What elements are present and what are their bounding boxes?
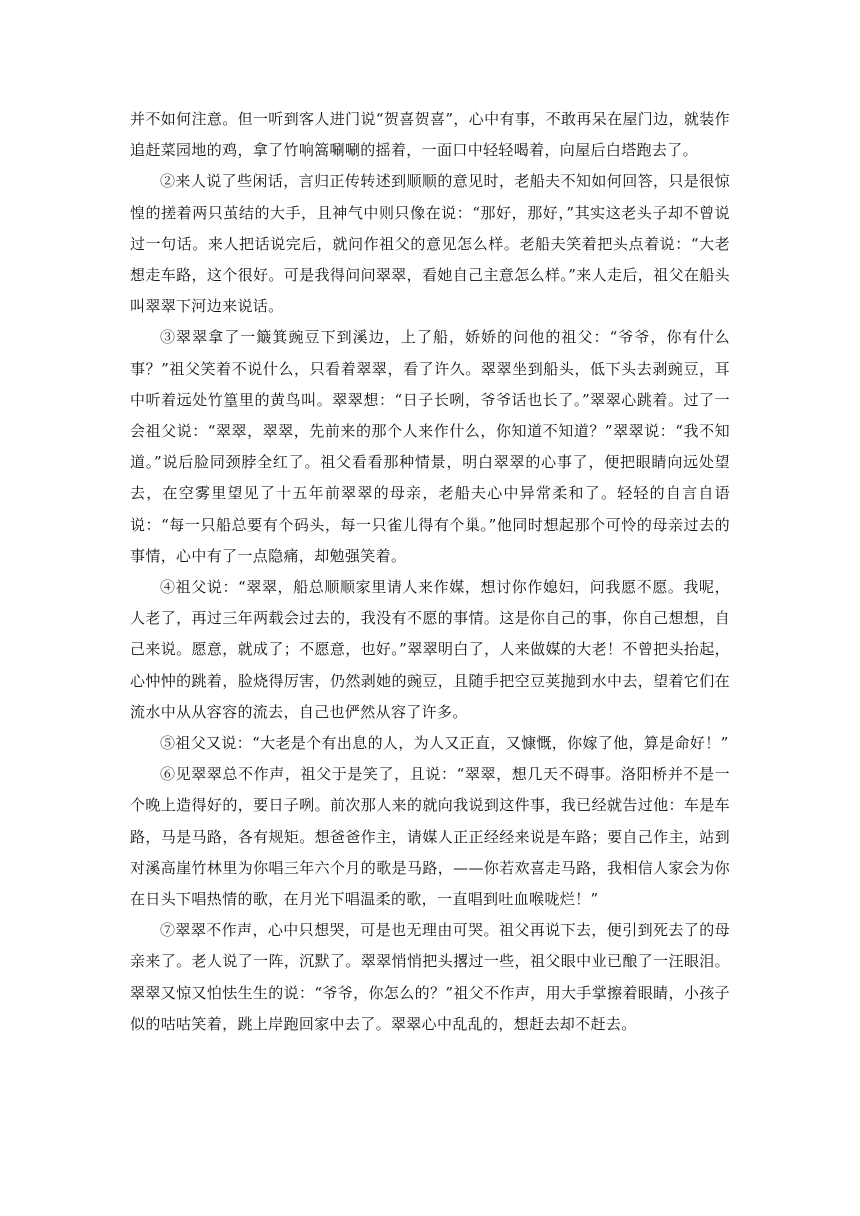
paragraph-6: ⑥见翠翠总不作声，祖父于是笑了，且说：“翠翠，想几天不碍事。洛阳桥并不是一个晚上造得好的，要日子咧。前次那人来的就向我说到这件事，我已经就告过他：车是车路，马是马路，各有规矩。想爸爸作主，请媒人正正经经来说是车路；要自己作主，站到对溪高崖竹林里为你唱三年六个月的歌是马路，——你若欢喜走马路，我相信人家会为你在日头下唱热情的歌，在月光下唱温柔的歌，一直唱到吐血喉咙烂！” <box>130 765 730 909</box>
paragraph-5: ⑤祖父又说：“大老是个有出息的人，为人又正直，又慷慨，你嫁了他，算是命好！” <box>160 734 729 753</box>
paragraph-2: ②来人说了些闲话，言归正传转述到顺顺的意见时，老船夫不知如何回答，只是很惊惶的搓着两只茧结的大手，且神气中则只像在说：“那好，那好，”其实这老头子却不曾说过一句话。来人把话说完后，就问作祖父的意见怎么样。老船夫笑着把头点着说：“大老想走车路，这个很好。可是我得问问翠翠，看她自己主意怎么样。”来人走后，祖父在船头叫翠翠下河边来说话。 <box>130 172 730 316</box>
paragraph-continuation: 并不如何注意。但一听到客人进门说“贺喜贺喜”，心中有事，不敢再呆在屋门边，就装作追赶菜园地的鸡，拿了竹响篙唰唰的摇着，一面口中轻轻喝着，向屋后白塔跑去了。 <box>130 110 730 160</box>
paragraph-7: ⑦翠翠不作声，心中只想哭，可是也无理由可哭。祖父再说下去，便引到死去了的母亲来了。老人说了一阵，沉默了。翠翠悄悄把头撂过一些，祖父眼中业已酿了一汪眼泪。翠翠又惊又怕怯生生的说：“爷爷，你怎么的？”祖父不作声，用大手掌擦着眼睛，小孩子似的咕咕笑着，跳上岸跑回家中去了。翠翠心中乱乱的，想赶去却不赶去。 <box>130 921 730 1033</box>
paragraph-4: ④祖父说：“翠翠，船总顺顺家里请人来作媒，想讨你作媳妇，问我愿不愿。我呢，人老了，再过三年两载会过去的，我没有不愿的事情。这是你自己的事，你自己想想，自己来说。愿意，就成了；不愿意，也好。”翠翠明白了，人来做媒的大老！不曾把头抬起，心忡忡的跳着，脸烧得厉害，仍然剥她的豌豆，且随手把空豆荚抛到水中去，望着它们在流水中从从容容的流去，自己也俨然从容了许多。 <box>130 578 730 721</box>
paragraph-3: ③翠翠拿了一簸箕豌豆下到溪边，上了船，娇娇的问他的祖父：“爷爷，你有什么事？”祖父笑着不说什么，只看着翠翠，看了许久。翠翠坐到船头，低下头去剥豌豆，耳中听着远处竹篁里的黄鸟叫。翠翠想：“日子长咧，爷爷话也长了。”翠翠心跳着。过了一会祖父说：“翠翠，翠翠，先前来的那个人来作什么，你知道不知道？”翠翠说：“我不知道。”说后脸同颈脖全红了。祖父看看那种情景，明白翠翠的心事了，便把眼睛向远处望去，在空雾里望见了十五年前翠翠的母亲，老船夫心中异常柔和了。轻轻的自言自语说：“每一只船总要有个码头，每一只雀儿得有个巢。”他同时想起那个可怜的母亲过去的事情，心中有了一点隐痛，却勉强笑着。 <box>130 328 730 565</box>
document-body <box>130 104 730 1040</box>
